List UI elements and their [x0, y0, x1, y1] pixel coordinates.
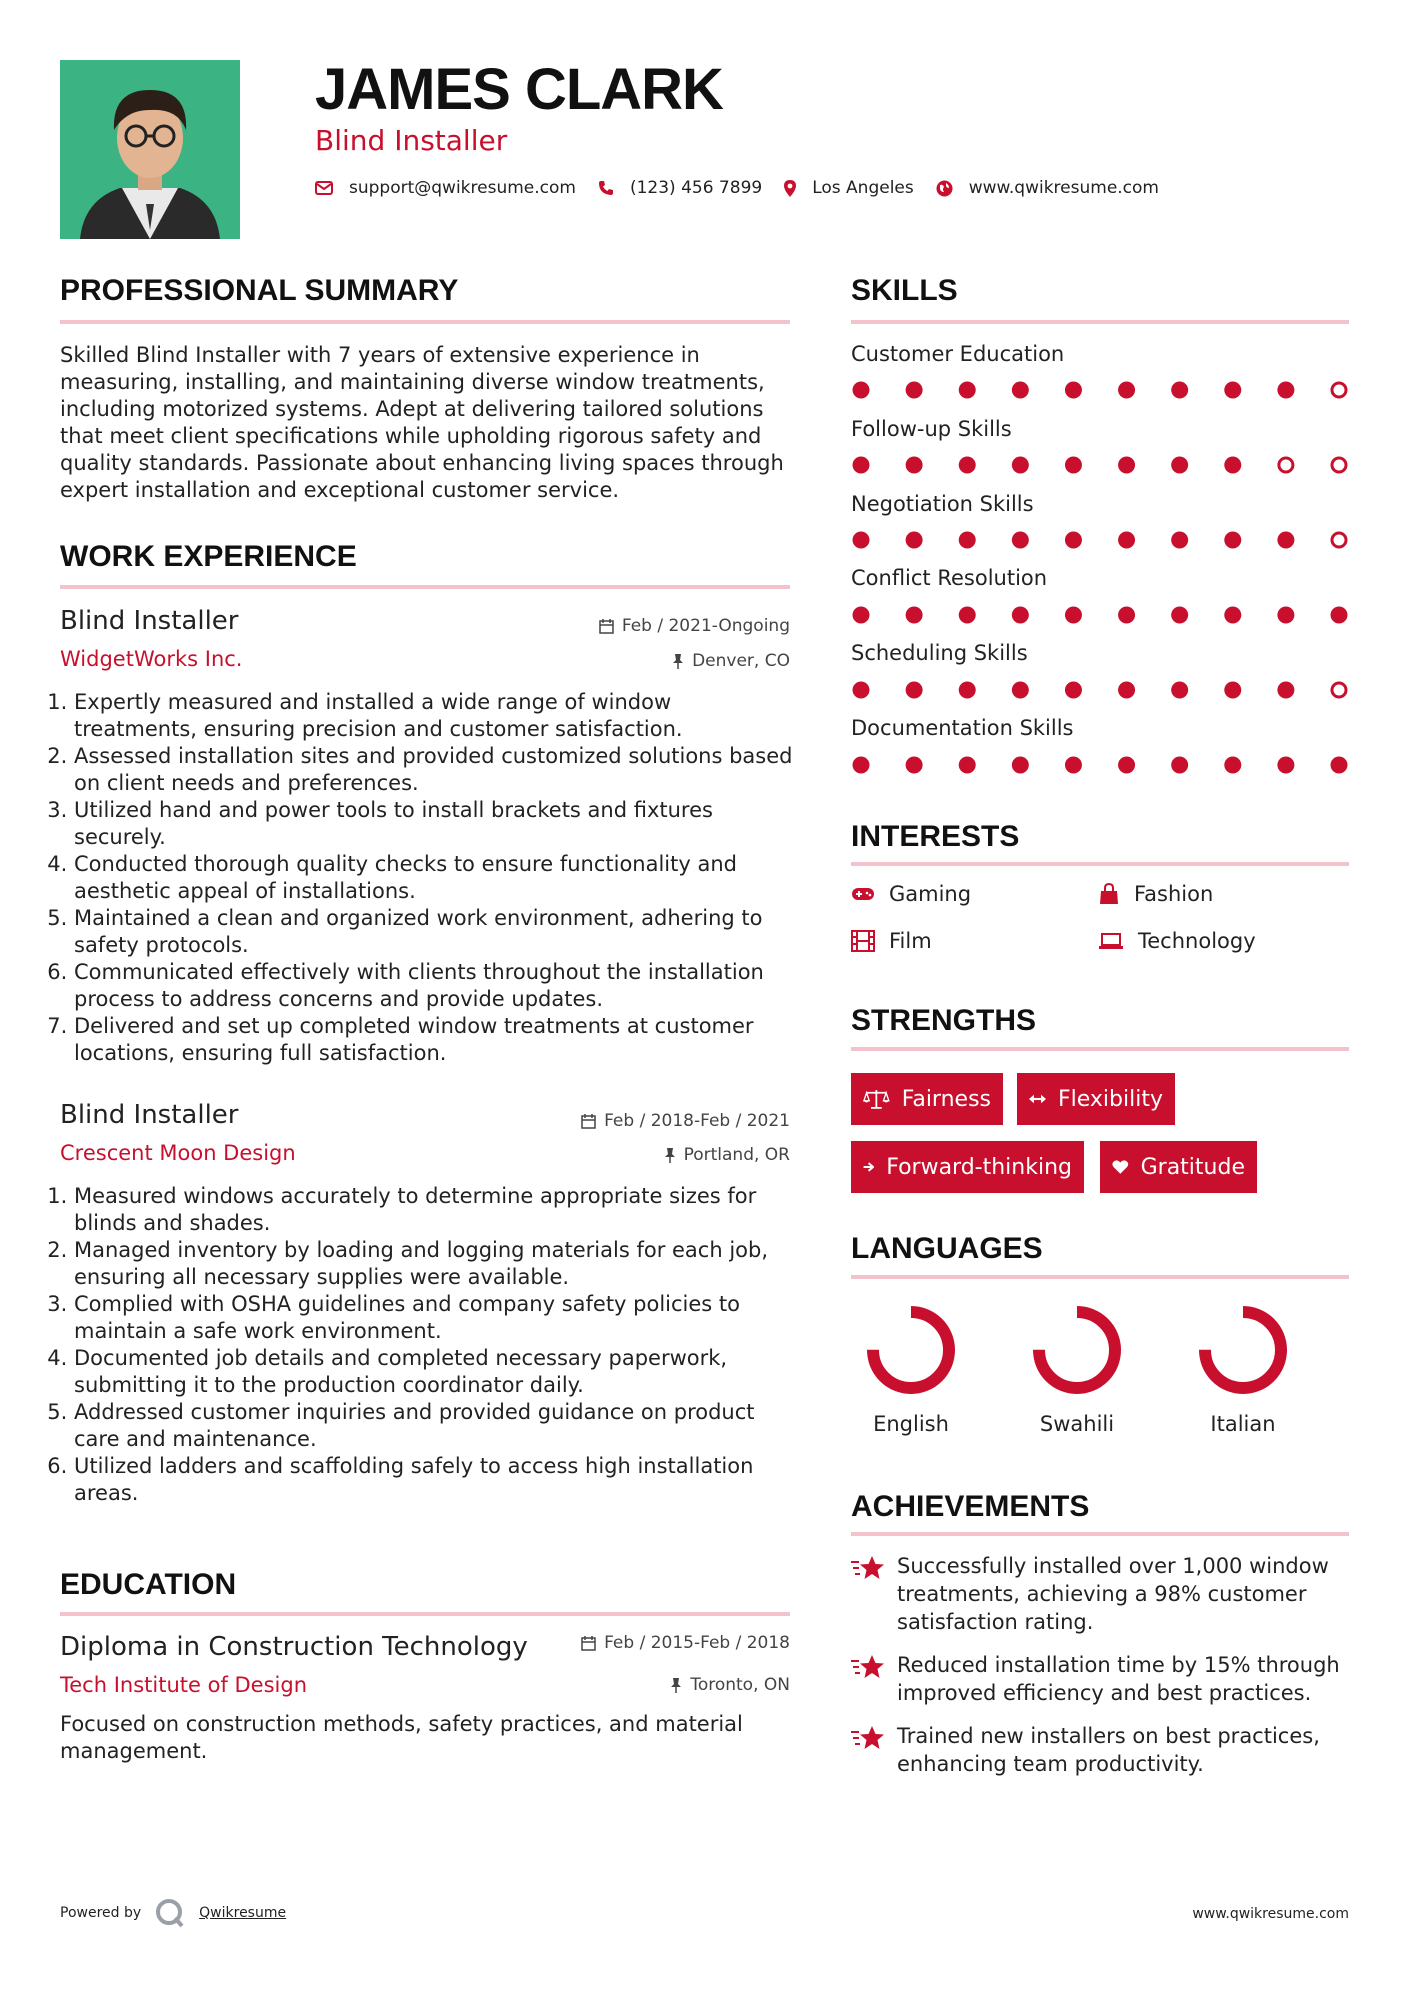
list-item: 1. Measured windows accurately to determine appropriate sizes for blinds and shades. [74, 1183, 796, 1237]
skill-rating [851, 755, 1349, 775]
job-location [470, 1145, 790, 1165]
summary-text: Skilled Blind Installer with 7 years of extensive experience in measuring, installing, and maintaining diverse window treatments, including motorized systems. Adept at delivering tailored solutions that meet client specifications while upholding rigorous safety and quality standards. Passionate about enhancing living spaces through expert installation and exceptional customer service. [60, 343, 784, 502]
language-name: Italian [1210, 1412, 1276, 1436]
job-dates-text: Feb / 2021-Ongoing [621, 616, 790, 636]
strengths-rule [851, 1047, 1349, 1051]
skill-name: Follow-up Skills [851, 417, 1012, 441]
arrows-horizontal-icon [1029, 1092, 1046, 1106]
job-dates [470, 1111, 790, 1131]
skill-dot-filled [1118, 382, 1135, 399]
skill-name: Documentation Skills [851, 716, 1074, 740]
skill-dot-filled [1224, 757, 1241, 774]
phone-text: (123) 456 7899 [629, 178, 763, 198]
language-level-arc [1039, 1312, 1115, 1388]
powered-by-text: Powered by [60, 1905, 142, 1921]
skill-dot-filled [1277, 382, 1294, 399]
skill-dot-empty [1332, 383, 1346, 397]
arrow-right-icon [863, 1158, 874, 1176]
skill-dot-filled [906, 757, 923, 774]
skill-rating [851, 680, 1349, 700]
skill-dot-filled [906, 457, 923, 474]
job-location [470, 651, 790, 671]
list-item: 7. Delivered and set up completed window treatments at customer locations, ensuring full satisfaction. [74, 1013, 796, 1067]
strength-badge [851, 1141, 1084, 1193]
list-item: 2. Managed inventory by loading and logging materials for each job, ensuring all necessary supplies were available. [74, 1237, 796, 1291]
list-item: 4. Conducted thorough quality checks to ensure functionality and aesthetic appeal of installations. [74, 851, 796, 905]
qwikresume-link[interactable]: Qwikresume [199, 1905, 287, 1921]
achievements-rule [851, 1532, 1349, 1536]
skill-dot-filled [1277, 532, 1294, 549]
skill-dot-filled [1065, 457, 1082, 474]
list-item: 3. Utilized hand and power tools to install brackets and fixtures securely. [74, 797, 796, 851]
interest-label: Film [889, 929, 932, 953]
company-name: WidgetWorks Inc. [60, 647, 243, 671]
language-level-arc [1205, 1312, 1281, 1388]
language-item [1188, 1300, 1298, 1436]
skill-dot-filled [1277, 757, 1294, 774]
interest-item [851, 882, 971, 906]
qwikresume-logo-icon [155, 1898, 185, 1928]
skills-heading: SKILLS [851, 274, 958, 307]
skill-dot-filled [1118, 682, 1135, 699]
achievement-text: Reduced installation time by 15% through improved efficiency and best practices. [897, 1653, 1340, 1705]
strength-label: Flexibility [1058, 1086, 1163, 1112]
skill-dot-empty [1332, 683, 1346, 697]
skill-rating [851, 605, 1349, 625]
location-text: Los Angeles [812, 178, 914, 198]
education-location-text: Toronto, ON [690, 1675, 790, 1695]
film-icon [851, 930, 875, 952]
skill-dot-filled [1065, 682, 1082, 699]
language-name: English [873, 1412, 949, 1436]
list-item: 5. Addressed customer inquiries and provided guidance on product care and maintenance. [74, 1399, 796, 1453]
skill-dot-filled [1118, 457, 1135, 474]
strengths-heading: STRENGTHS [851, 1004, 1037, 1037]
heart-icon [1112, 1157, 1129, 1177]
skill-name: Negotiation Skills [851, 492, 1034, 516]
strength-badge [851, 1073, 1003, 1125]
skill-dot-filled [853, 607, 870, 624]
language-item [1022, 1300, 1132, 1436]
skill-dot-filled [1012, 682, 1029, 699]
skill-dot-filled [1171, 682, 1188, 699]
contact-phone[interactable] [598, 178, 762, 198]
star-icon [851, 1724, 885, 1752]
skill-dot-filled [959, 457, 976, 474]
strength-label: Forward-thinking [886, 1154, 1072, 1180]
language-item [856, 1300, 966, 1436]
pushpin-icon [672, 653, 684, 669]
degree-title: Diploma in Construction Technology [60, 1632, 528, 1662]
skill-dot-filled [1224, 382, 1241, 399]
interest-item [851, 929, 932, 953]
envelope-icon [315, 181, 333, 195]
interest-label: Technology [1138, 929, 1256, 953]
skill-name: Conflict Resolution [851, 566, 1048, 590]
skill-dot-filled [906, 382, 923, 399]
skill-dot-filled [959, 757, 976, 774]
job-title: Blind Installer [60, 606, 239, 636]
skill-dot-filled [1171, 757, 1188, 774]
achievement-text: Successfully installed over 1,000 window treatments, achieving a 98% customer satisfaction rating. [897, 1554, 1329, 1634]
summary-heading: PROFESSIONAL SUMMARY [60, 274, 459, 307]
skill-dot-filled [959, 682, 976, 699]
language-proficiency-ring [1027, 1300, 1127, 1400]
list-item: 1. Expertly measured and installed a wide range of window treatments, ensuring precision and customer satisfaction. [74, 689, 796, 743]
skill-dot-filled [853, 757, 870, 774]
skill-dot-filled [1171, 382, 1188, 399]
skill-rating [851, 455, 1349, 475]
interests-rule [851, 862, 1349, 866]
phone-icon [598, 180, 614, 196]
map-marker-icon [784, 180, 796, 197]
languages-rule [851, 1275, 1349, 1279]
skill-dot-filled [959, 532, 976, 549]
pushpin-icon [670, 1677, 682, 1693]
contact-bar [315, 178, 1181, 198]
shopping-bag-icon [1098, 883, 1120, 905]
job-title: Blind Installer [60, 1100, 239, 1130]
website-text: www.qwikresume.com [968, 178, 1159, 198]
skill-dot-filled [959, 607, 976, 624]
skill-dot-filled [1224, 532, 1241, 549]
skill-dot-filled [1118, 757, 1135, 774]
company-name: Crescent Moon Design [60, 1141, 296, 1165]
skill-dot-filled [1224, 682, 1241, 699]
skill-dot-empty [1279, 458, 1293, 472]
skill-dot-filled [906, 532, 923, 549]
profile-photo [60, 60, 240, 239]
strength-badge [1100, 1141, 1257, 1193]
skill-dot-filled [1012, 382, 1029, 399]
gamepad-icon [851, 886, 875, 902]
contact-location [784, 178, 914, 198]
education-location [470, 1675, 790, 1695]
job-location-text: Denver, CO [692, 651, 790, 671]
list-item: 3. Complied with OSHA guidelines and company safety policies to maintain a safe work environment. [74, 1291, 796, 1345]
job-location-text: Portland, OR [683, 1145, 790, 1165]
job-responsibilities [56, 1183, 796, 1507]
list-item: 4. Documented job details and completed necessary paperwork, submitting it to the production coordinator daily. [74, 1345, 796, 1399]
skill-dot-filled [1065, 757, 1082, 774]
achievement-item [851, 1552, 1351, 1636]
skill-dot-filled [1171, 607, 1188, 624]
language-name: Swahili [1039, 1412, 1115, 1436]
footer-powered-by [60, 1898, 286, 1928]
skills-rule [851, 320, 1349, 324]
achievement-item [851, 1651, 1351, 1707]
strength-badge [1017, 1073, 1175, 1125]
language-proficiency-ring [861, 1300, 961, 1400]
achievement-item [851, 1722, 1351, 1778]
candidate-title: Blind Installer [315, 124, 508, 157]
skill-name: Scheduling Skills [851, 641, 1028, 665]
skill-dot-empty [1332, 533, 1346, 547]
skill-dot-filled [1277, 682, 1294, 699]
job-dates-text: Feb / 2018-Feb / 2021 [604, 1111, 790, 1131]
balance-scale-icon [863, 1087, 890, 1111]
calendar-icon [599, 619, 614, 634]
candidate-name: JAMES CLARK [315, 57, 723, 122]
education-dates [470, 1633, 790, 1653]
experience-heading: WORK EXPERIENCE [60, 540, 357, 573]
skill-dot-filled [853, 532, 870, 549]
calendar-icon [581, 1636, 596, 1651]
star-icon [851, 1554, 885, 1582]
skill-dot-filled [1065, 382, 1082, 399]
skill-rating [851, 530, 1349, 550]
job-responsibilities [56, 689, 796, 1067]
list-item: 5. Maintained a clean and organized work environment, adhering to safety protocols. [74, 905, 796, 959]
calendar-icon [581, 1114, 596, 1129]
strength-label: Gratitude [1140, 1154, 1245, 1180]
star-icon [851, 1653, 885, 1681]
experience-rule [60, 585, 790, 589]
skill-dot-filled [853, 457, 870, 474]
skill-dot-filled [1012, 532, 1029, 549]
education-dates-text: Feb / 2015-Feb / 2018 [604, 1633, 790, 1653]
skill-dot-empty [1332, 458, 1346, 472]
contact-website[interactable] [936, 178, 1159, 198]
skill-dot-filled [853, 382, 870, 399]
strength-label: Fairness [901, 1086, 991, 1112]
school-name: Tech Institute of Design [60, 1673, 308, 1697]
skill-dot-filled [1224, 607, 1241, 624]
summary-rule [60, 320, 790, 324]
job-dates [470, 616, 790, 636]
education-description: Focused on construction methods, safety practices, and material management. [60, 1712, 743, 1763]
language-level-arc [873, 1312, 949, 1388]
skill-dot-filled [1277, 607, 1294, 624]
contact-email[interactable] [315, 178, 576, 198]
skill-dot-filled [1065, 607, 1082, 624]
skill-dot-filled [906, 607, 923, 624]
interest-label: Fashion [1134, 882, 1214, 906]
skill-dot-filled [1118, 532, 1135, 549]
skill-rating [851, 380, 1349, 400]
skill-dot-filled [1171, 457, 1188, 474]
interest-label: Gaming [889, 882, 972, 906]
list-item: 6. Communicated effectively with clients throughout the installation process to address concerns and provide updates. [74, 959, 796, 1013]
footer-website[interactable]: www.qwikresume.com [1192, 1906, 1349, 1922]
interests-heading: INTERESTS [851, 820, 1020, 853]
languages-heading: LANGUAGES [851, 1232, 1043, 1265]
email-text: support@qwikresume.com [349, 178, 576, 198]
laptop-icon [1098, 932, 1124, 950]
interest-item [1098, 882, 1213, 906]
skill-dot-filled [1224, 457, 1241, 474]
skill-dot-filled [1012, 457, 1029, 474]
pushpin-icon [664, 1147, 676, 1163]
skill-dot-filled [1012, 607, 1029, 624]
interest-item [1098, 929, 1256, 953]
education-rule [60, 1612, 790, 1616]
skill-dot-filled [1012, 757, 1029, 774]
skill-dot-filled [1331, 607, 1348, 624]
skill-dot-filled [1331, 757, 1348, 774]
achievements-heading: ACHIEVEMENTS [851, 1490, 1090, 1523]
education-heading: EDUCATION [60, 1568, 237, 1601]
skill-dot-filled [1171, 532, 1188, 549]
skill-dot-filled [959, 382, 976, 399]
skill-dot-filled [1118, 607, 1135, 624]
list-item: 6. Utilized ladders and scaffolding safely to access high installation areas. [74, 1453, 796, 1507]
list-item: 2. Assessed installation sites and provided customized solutions based on client needs and preferences. [74, 743, 796, 797]
globe-icon [936, 180, 953, 197]
achievement-text: Trained new installers on best practices, enhancing team productivity. [897, 1724, 1320, 1776]
skill-dot-filled [853, 682, 870, 699]
language-proficiency-ring [1193, 1300, 1293, 1400]
skill-name: Customer Education [851, 342, 1065, 366]
skill-dot-filled [1065, 532, 1082, 549]
skill-dot-filled [906, 682, 923, 699]
